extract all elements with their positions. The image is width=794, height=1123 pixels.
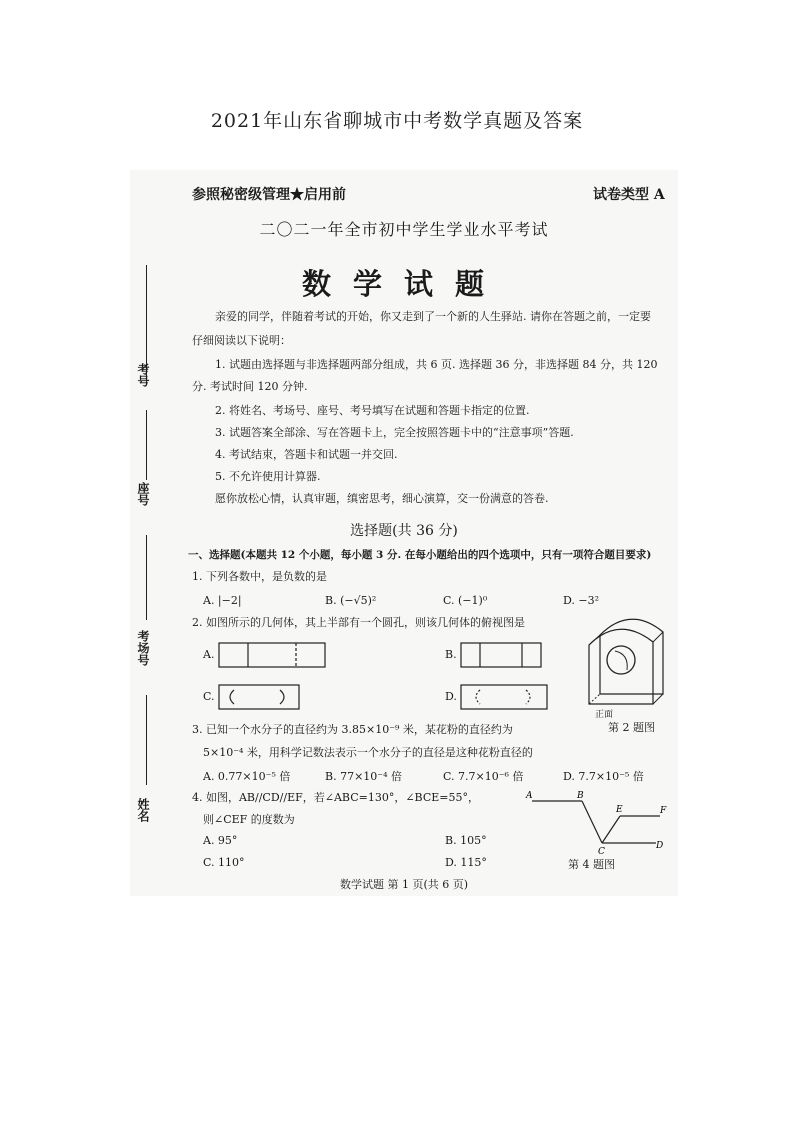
q2-option-c-figure (218, 682, 338, 712)
q3-stem-1: 3. 已知一个水分子的直径约为 3.85×10⁻⁹ 米，某花粉的直径约为 (192, 723, 513, 736)
q4-fig-caption: 第 4 题图 (568, 858, 615, 871)
q4-stem-2: 则∠CEF 的度数为 (203, 813, 295, 826)
name-label: 姓名 (136, 798, 150, 822)
q4-parallel-lines-figure (520, 785, 670, 855)
intro-wish: 愿你放松心情，认真审题，缜密思考，细心演算，交一份满意的答卷. (215, 492, 549, 505)
q4-point-a: A (526, 791, 533, 801)
q3-option-c: C. 7.7×10⁻⁶ 倍 (443, 770, 524, 783)
exam-title: 二〇二一年全市初中学生学业水平考试 (259, 220, 549, 239)
q4-point-e: E (616, 805, 623, 815)
rule-5: 5. 不允许使用计算器. (215, 470, 321, 483)
q4-stem-1: 4. 如图，AB//CD//EF，若∠ABC=130°，∠BCE=55°， (192, 791, 479, 804)
q1-option-a: A. |−2| (203, 594, 242, 607)
q1-option-c: C. (−1)⁰ (443, 594, 488, 607)
q4-point-c: C (598, 847, 605, 855)
q3-option-d: D. 7.7×10⁻⁵ 倍 (563, 770, 644, 783)
q3-option-b: B. 77×10⁻⁴ 倍 (325, 770, 402, 783)
q4-option-a: A. 95° (203, 834, 238, 847)
q2-option-a-figure (218, 640, 338, 670)
rule-2: 2. 将姓名、考场号、座号、考号填写在试题和答题卡指定的位置. (215, 404, 530, 417)
name-line (146, 695, 147, 785)
exam-page-scan (130, 170, 678, 896)
q4-option-b: B. 105° (445, 834, 487, 847)
subject-title: 数学试题 (301, 267, 506, 301)
rule-1b: 分. 考试时间 120 分钟. (192, 380, 308, 393)
seat-no-line (146, 410, 147, 480)
rule-3: 3. 试题答案全部涂、写在答题卡上，完全按照答题卡中的“注意事项”答题. (215, 426, 574, 439)
q2-front-label: 正面 (595, 710, 614, 720)
exam-no-label: 考号 (136, 363, 150, 387)
q1-stem: 1. 下列各数中，是负数的是 (192, 570, 327, 583)
q2-option-b-label: B. (445, 648, 457, 661)
rule-4: 4. 考试结束，答题卡和试题一并交回. (215, 448, 398, 461)
q1-option-d: D. −3² (563, 594, 600, 607)
q4-point-b: B (577, 791, 584, 801)
rule-1a: 1. 试题由选择题与非选择题两部分组成，共 6 页. 选择题 36 分，非选择题 84 分，共 120 (215, 358, 658, 371)
page-footer: 数学试题 第 1 页(共 6 页) (339, 878, 469, 891)
paper-type: 试卷类型 A (593, 187, 665, 203)
q1-option-b: B. (−√5)² (325, 594, 377, 607)
secrecy-notice: 参照秘密级管理★启用前 (192, 187, 346, 203)
q2-option-c-label: C. (203, 690, 215, 703)
intro-greeting-2: 仔细阅读以下说明： (192, 334, 291, 347)
q2-stem: 2. 如图所示的几何体，其上半部有一个圆孔，则该几何体的俯视图是 (192, 616, 525, 629)
q2-option-a-label: A. (203, 648, 215, 661)
q4-point-d: D (656, 841, 664, 851)
q4-option-d: D. 115° (445, 856, 487, 869)
q3-stem-2: 5×10⁻⁴ 米，用科学记数法表示一个水分子的直径是这种花粉直径的 (203, 746, 533, 759)
exam-room-line (146, 535, 147, 620)
document-title: 2021年山东省聊城市中考数学真题及答案 (210, 110, 584, 132)
q2-option-d-figure (460, 682, 580, 712)
exam-room-label: 考场号 (136, 630, 150, 666)
intro-greeting-1: 亲爱的同学，伴随着考试的开始，你又走到了一个新的人生驿站. 请你在答题之前，一定要 (215, 310, 651, 323)
seat-no-label: 座号 (136, 482, 150, 506)
q2-fig-caption: 第 2 题图 (608, 721, 655, 734)
section-instructions: 一、选择题(本题共 12 个小题，每小题 3 分. 在每小题给出的四个选项中，只有一项符合题目要求) (188, 549, 652, 561)
q4-option-c: C. 110° (203, 856, 245, 869)
q3-option-a: A. 0.77×10⁻⁵ 倍 (203, 770, 291, 783)
section-title: 选择题(共 36 分) (350, 523, 458, 539)
q2-option-d-label: D. (445, 690, 457, 703)
q2-option-b-figure (460, 640, 580, 670)
q4-point-f: F (660, 806, 667, 816)
